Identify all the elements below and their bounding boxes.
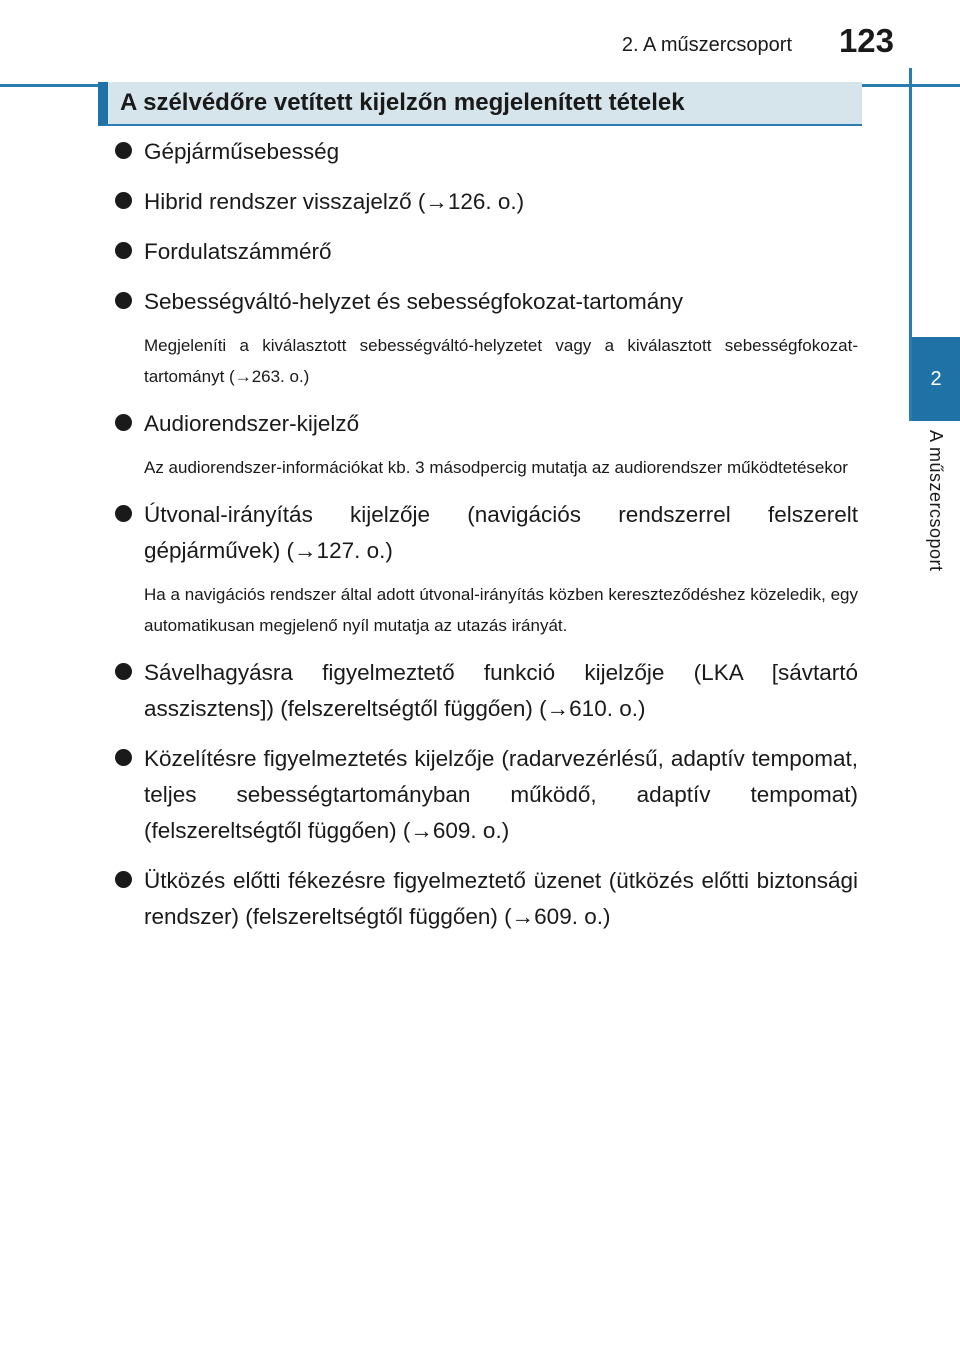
bullet-icon: [115, 871, 132, 888]
item-description: Ha a navigációs rendszer által adott útvonal-irányítás közben kereszteződéshez közeledik, egy automatikusan megjelenő nyíl mutatja az utazás irányát.: [144, 585, 858, 635]
list-item: [113, 184, 858, 220]
item-text: Közelítésre figyelmeztetés kijelzője (radarvezérlésű, adaptív tempomat, teljes sebességtartományban működő, adaptív tempomat) (felszereltségtől függően) (→609. o.): [144, 746, 858, 843]
chapter-number: 2: [930, 367, 942, 390]
list-item: [113, 497, 858, 641]
bullet-icon: [115, 242, 132, 259]
item-text: Útvonal-irányítás kijelzője (navigációs rendszerrel felszerelt gépjárművek) (→127. o.): [144, 502, 858, 563]
list-item: [113, 284, 858, 392]
item-text: Gépjárműsebesség: [144, 139, 340, 164]
list-item: [113, 234, 858, 270]
section-title-bar: [98, 82, 862, 126]
item-list: [113, 134, 858, 949]
item-text: Ütközés előtti fékezésre figyelmeztető üzenet (ütközés előtti biztonsági rendszer) (felszereltségtől függően) (→609. o.): [144, 868, 858, 929]
item-text: Hibrid rendszer visszajelző (→126. o.): [144, 189, 525, 214]
section-heading: 2. A műszercsoport: [621, 34, 792, 56]
page-header: [0, 20, 960, 68]
list-item: [113, 406, 858, 483]
bullet-icon: [115, 414, 132, 431]
item-text: Sebességváltó-helyzet és sebességfokozat-tartomány: [144, 289, 684, 314]
bullet-icon: [115, 663, 132, 680]
bullet-icon: [115, 192, 132, 209]
list-item: [113, 655, 858, 727]
page-number: 123: [838, 22, 894, 59]
item-text: Fordulatszámmérő: [144, 239, 332, 264]
bullet-icon: [115, 292, 132, 309]
chapter-tab[interactable]: [912, 337, 960, 421]
item-text: Sávelhagyásra figyelmeztető funkció kijelzője (LKA [sávtartó asszisztens]) (felszereltségtől függően) (→610. o.): [144, 660, 858, 721]
list-item: [113, 134, 858, 170]
item-description: Megjeleníti a kiválasztott sebességváltó-helyzetet vagy a kiválasztott sebességfokozat-tartományt (→263. o.): [144, 336, 858, 386]
list-item: [113, 741, 858, 849]
chapter-label: A műszercsoport: [926, 430, 946, 572]
item-description: Az audiorendszer-információkat kb. 3 másodpercig mutatja az audiorendszer működtetésekor: [144, 458, 848, 477]
bullet-icon: [115, 142, 132, 159]
list-item: [113, 863, 858, 935]
item-text: Audiorendszer-kijelző: [144, 411, 360, 436]
bullet-icon: [115, 749, 132, 766]
bullet-icon: [115, 505, 132, 522]
section-title: A szélvédőre vetített kijelzőn megjelenített tételek: [120, 89, 685, 116]
